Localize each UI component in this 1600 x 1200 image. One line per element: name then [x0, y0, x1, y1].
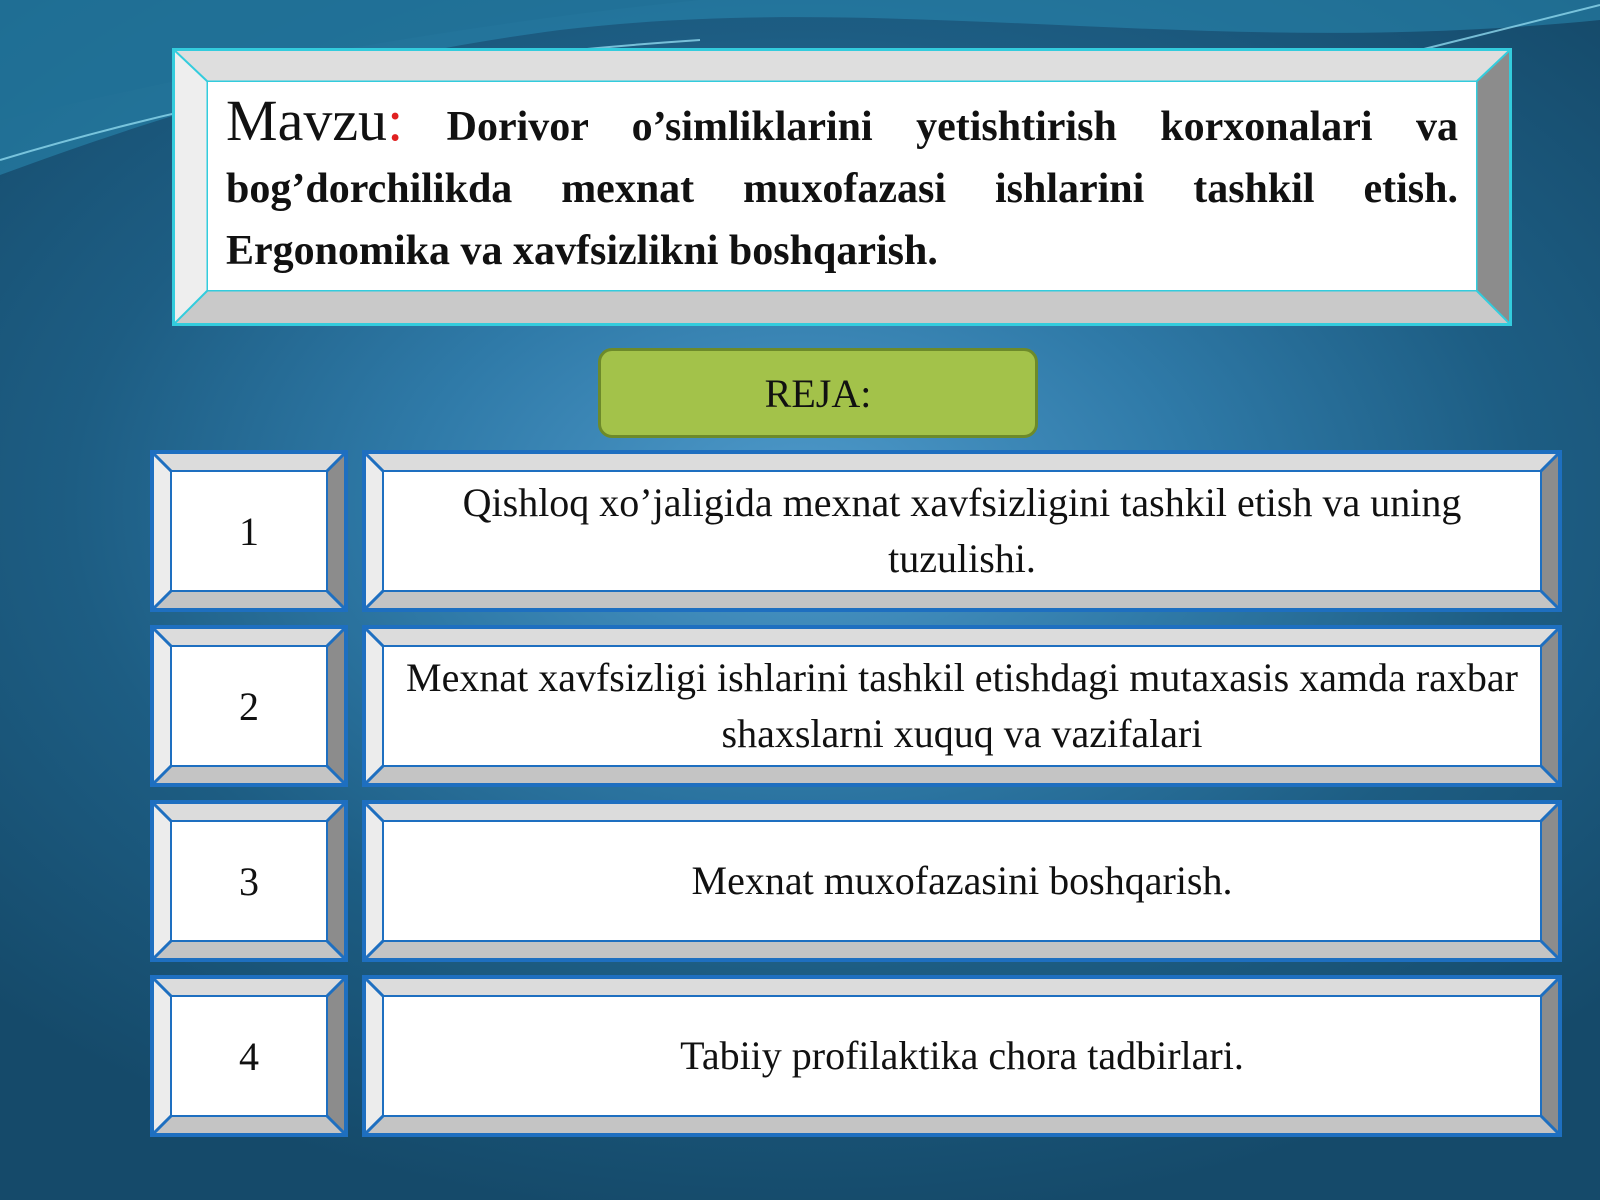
- plan-item-number: 4: [172, 997, 326, 1115]
- plan-item-text: Mexnat xavfsizligi ishlarini tashkil etishdagi mutaxasis xamda raxbar shaxslarni xuquq va vazifalari: [384, 647, 1540, 765]
- title-box: [172, 48, 1512, 326]
- plan-item-number: 2: [172, 647, 326, 765]
- plan-item-text-box: [362, 625, 1562, 787]
- title-inner: [208, 82, 1476, 290]
- plan-label-badge: REJA:: [598, 348, 1038, 438]
- page-title: [226, 90, 1458, 282]
- plan-item-text-box: [362, 800, 1562, 962]
- plan-item-text-box: [362, 450, 1562, 612]
- plan-item-text-box: [362, 975, 1562, 1137]
- plan-item-number-box: [150, 625, 348, 787]
- plan-item-text: Tabiiy profilaktika chora tadbirlari.: [384, 997, 1540, 1115]
- plan-item-number: 1: [172, 472, 326, 590]
- plan-item-number: 3: [172, 822, 326, 940]
- plan-item-number-box: [150, 450, 348, 612]
- title-text: Dorivor o’simliklarini yetishtirish korxonalari va bog’dorchilikda mexnat muxofazasi ishlarini tashkil etish. Ergonomika va xavfsizlikni boshqarish.: [226, 104, 1458, 274]
- plan-item-number-box: [150, 975, 348, 1137]
- plan-item-text: Mexnat muxofazasini boshqarish.: [384, 822, 1540, 940]
- plan-item-text: Qishloq xo’jaligida mexnat xavfsizligini tashkil etish va uning tuzulishi.: [384, 472, 1540, 590]
- title-prefix: Mavzu: [226, 88, 388, 153]
- title-colon: :: [387, 88, 404, 153]
- plan-item-number-box: [150, 800, 348, 962]
